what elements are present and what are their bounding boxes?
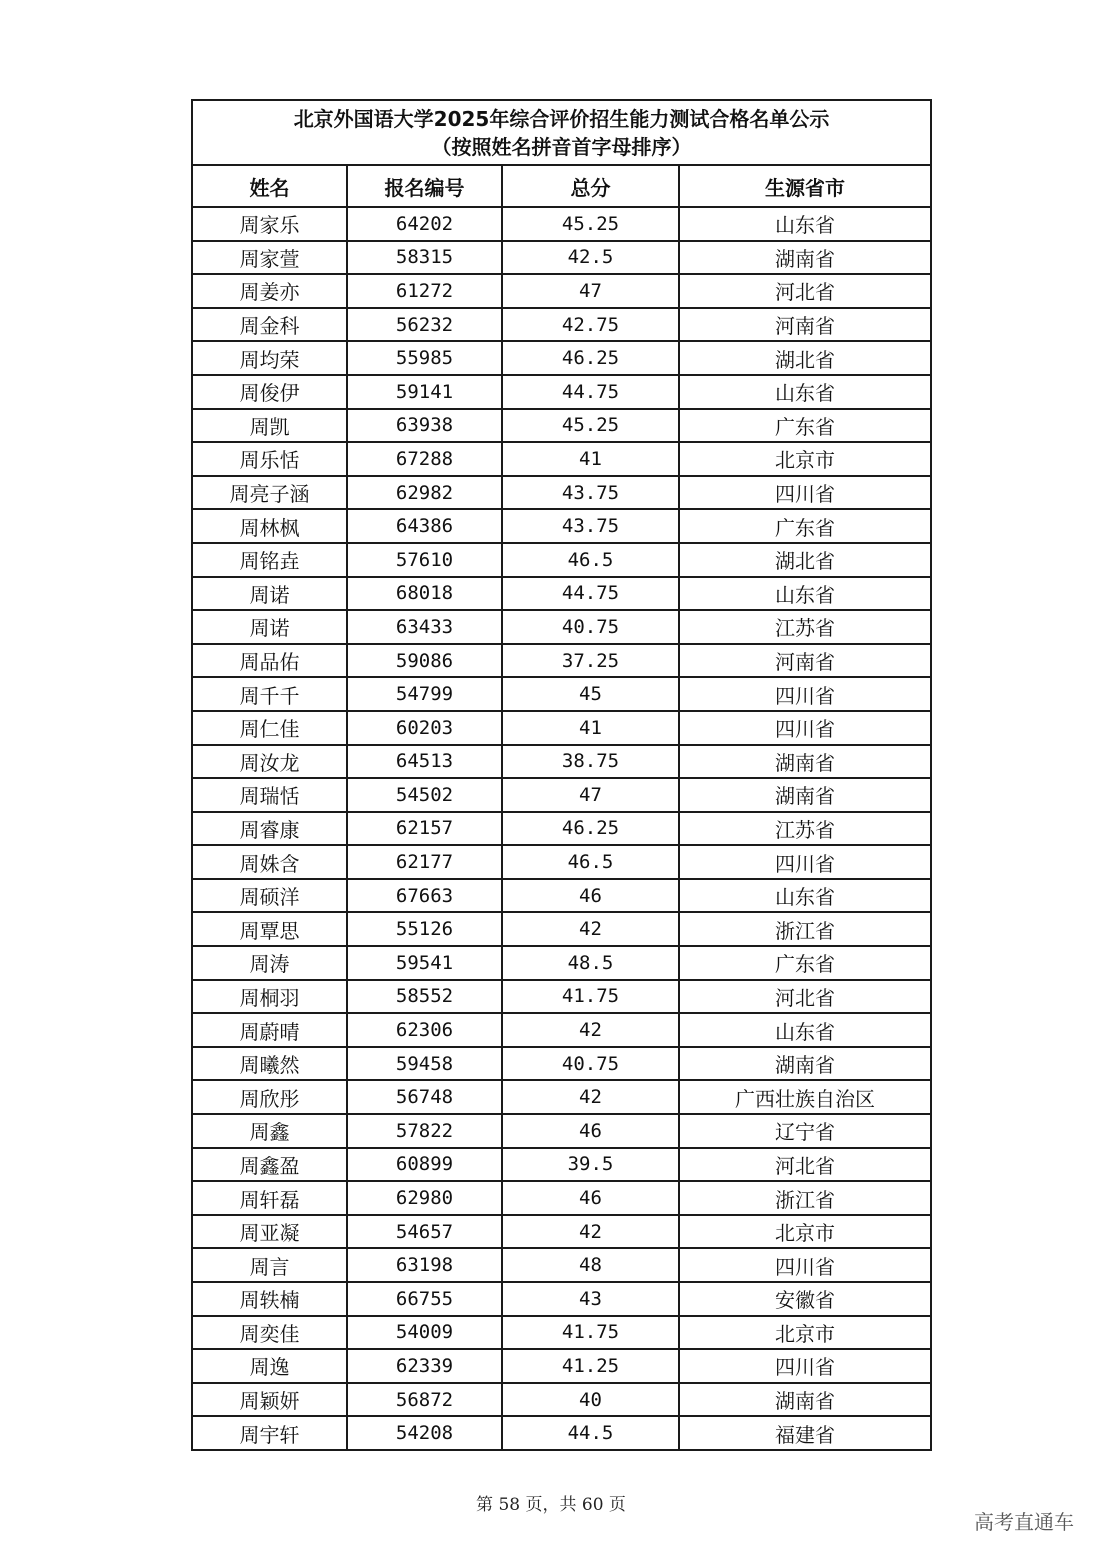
- cell-total-score: 40.75: [502, 610, 679, 644]
- cell-province: 湖南省: [679, 1047, 931, 1081]
- cell-registration-number: 68018: [347, 577, 502, 611]
- table-row: [192, 778, 931, 812]
- cell-total-score: 41: [502, 442, 679, 476]
- table-row: [192, 1047, 931, 1081]
- cell-name: 周曦然: [192, 1047, 347, 1081]
- cell-registration-number: 54208: [347, 1416, 502, 1450]
- cell-province: 河南省: [679, 644, 931, 678]
- cell-province: 山东省: [679, 879, 931, 913]
- cell-total-score: 46.5: [502, 543, 679, 577]
- cell-registration-number: 54799: [347, 677, 502, 711]
- cell-total-score: 42: [502, 1215, 679, 1249]
- table-row: [192, 745, 931, 779]
- table-row: [192, 1215, 931, 1249]
- cell-province: 四川省: [679, 711, 931, 745]
- cell-name: 周宇轩: [192, 1416, 347, 1450]
- cell-total-score: 48.5: [502, 946, 679, 980]
- cell-name: 周品佑: [192, 644, 347, 678]
- cell-registration-number: 54502: [347, 778, 502, 812]
- cell-total-score: 44.5: [502, 1416, 679, 1450]
- cell-registration-number: 59541: [347, 946, 502, 980]
- cell-registration-number: 64386: [347, 509, 502, 543]
- cell-total-score: 47: [502, 274, 679, 308]
- table-row: [192, 644, 931, 678]
- cell-province: 山东省: [679, 207, 931, 241]
- header-province: 生源省市: [679, 165, 931, 207]
- header-row: [192, 165, 931, 207]
- table-row: [192, 1181, 931, 1215]
- table-row: [192, 375, 931, 409]
- cell-total-score: 40.75: [502, 1047, 679, 1081]
- cell-name: 周凯: [192, 409, 347, 443]
- cell-name: 周均荣: [192, 341, 347, 375]
- cell-province: 湖北省: [679, 543, 931, 577]
- table-row: [192, 341, 931, 375]
- cell-name: 周家乐: [192, 207, 347, 241]
- cell-total-score: 45: [502, 677, 679, 711]
- cell-total-score: 42.5: [502, 241, 679, 275]
- cell-registration-number: 59458: [347, 1047, 502, 1081]
- title-line-1: 北京外国语大学2025年综合评价招生能力测试合格名单公示: [293, 106, 830, 131]
- cell-registration-number: 55985: [347, 341, 502, 375]
- cell-province: 四川省: [679, 476, 931, 510]
- cell-total-score: 48: [502, 1248, 679, 1282]
- cell-name: 周千千: [192, 677, 347, 711]
- cell-province: 山东省: [679, 577, 931, 611]
- cell-province: 湖南省: [679, 1383, 931, 1417]
- cell-total-score: 41.25: [502, 1349, 679, 1383]
- table-row: [192, 543, 931, 577]
- admission-list-sheet: [191, 99, 930, 1451]
- table-row: [192, 1080, 931, 1114]
- cell-registration-number: 63938: [347, 409, 502, 443]
- cell-total-score: 37.25: [502, 644, 679, 678]
- cell-name: 周桐羽: [192, 980, 347, 1014]
- cell-registration-number: 56232: [347, 308, 502, 342]
- cell-name: 周蔚晴: [192, 1013, 347, 1047]
- cell-province: 广东省: [679, 946, 931, 980]
- cell-province: 四川省: [679, 677, 931, 711]
- table-row: [192, 577, 931, 611]
- cell-province: 山东省: [679, 375, 931, 409]
- cell-province: 北京市: [679, 1316, 931, 1350]
- table-row: [192, 1349, 931, 1383]
- admission-list-table: [191, 99, 932, 1451]
- table-row: [192, 946, 931, 980]
- table-row: [192, 1383, 931, 1417]
- cell-total-score: 41.75: [502, 1316, 679, 1350]
- cell-total-score: 45.25: [502, 207, 679, 241]
- cell-province: 河北省: [679, 1148, 931, 1182]
- cell-province: 河南省: [679, 308, 931, 342]
- cell-province: 广东省: [679, 409, 931, 443]
- cell-name: 周亮子涵: [192, 476, 347, 510]
- cell-province: 山东省: [679, 1013, 931, 1047]
- cell-name: 周仁佳: [192, 711, 347, 745]
- table-row: [192, 308, 931, 342]
- cell-registration-number: 59086: [347, 644, 502, 678]
- cell-total-score: 39.5: [502, 1148, 679, 1182]
- watermark-text: 高考直通车: [974, 1510, 1074, 1534]
- title-row: [192, 100, 931, 165]
- table-row: [192, 1416, 931, 1450]
- table-row: [192, 610, 931, 644]
- table-row: [192, 1013, 931, 1047]
- cell-name: 周家萱: [192, 241, 347, 275]
- cell-total-score: 46: [502, 1181, 679, 1215]
- cell-name: 周鑫盈: [192, 1148, 347, 1182]
- cell-total-score: 46.25: [502, 812, 679, 846]
- cell-province: 广西壮族自治区: [679, 1080, 931, 1114]
- table-row: [192, 274, 931, 308]
- cell-registration-number: 54009: [347, 1316, 502, 1350]
- cell-registration-number: 58552: [347, 980, 502, 1014]
- table-row: [192, 207, 931, 241]
- header-total-score: 总分: [502, 165, 679, 207]
- cell-registration-number: 62980: [347, 1181, 502, 1215]
- table-row: [192, 1282, 931, 1316]
- table-row: [192, 812, 931, 846]
- cell-total-score: 42: [502, 912, 679, 946]
- cell-province: 四川省: [679, 845, 931, 879]
- cell-registration-number: 64513: [347, 745, 502, 779]
- cell-province: 浙江省: [679, 912, 931, 946]
- cell-registration-number: 59141: [347, 375, 502, 409]
- cell-name: 周硕洋: [192, 879, 347, 913]
- cell-name: 周诺: [192, 577, 347, 611]
- cell-name: 周覃思: [192, 912, 347, 946]
- cell-name: 周鑫: [192, 1114, 347, 1148]
- cell-total-score: 41.75: [502, 980, 679, 1014]
- cell-name: 周颖妍: [192, 1383, 347, 1417]
- table-row: [192, 1248, 931, 1282]
- cell-total-score: 45.25: [502, 409, 679, 443]
- cell-name: 周奕佳: [192, 1316, 347, 1350]
- cell-registration-number: 57822: [347, 1114, 502, 1148]
- cell-province: 福建省: [679, 1416, 931, 1450]
- cell-total-score: 43.75: [502, 476, 679, 510]
- cell-name: 周睿康: [192, 812, 347, 846]
- cell-name: 周轩磊: [192, 1181, 347, 1215]
- cell-province: 湖南省: [679, 241, 931, 275]
- cell-name: 周林枫: [192, 509, 347, 543]
- cell-registration-number: 63198: [347, 1248, 502, 1282]
- cell-registration-number: 62339: [347, 1349, 502, 1383]
- cell-registration-number: 66755: [347, 1282, 502, 1316]
- cell-registration-number: 67288: [347, 442, 502, 476]
- cell-province: 四川省: [679, 1349, 931, 1383]
- cell-total-score: 44.75: [502, 375, 679, 409]
- cell-registration-number: 63433: [347, 610, 502, 644]
- cell-total-score: 42: [502, 1013, 679, 1047]
- cell-province: 江苏省: [679, 610, 931, 644]
- cell-province: 河北省: [679, 274, 931, 308]
- cell-total-score: 46.5: [502, 845, 679, 879]
- table-row: [192, 677, 931, 711]
- table-row: [192, 845, 931, 879]
- table-row: [192, 879, 931, 913]
- cell-total-score: 44.75: [502, 577, 679, 611]
- cell-registration-number: 67663: [347, 879, 502, 913]
- cell-total-score: 46: [502, 879, 679, 913]
- cell-registration-number: 60899: [347, 1148, 502, 1182]
- cell-name: 周汝龙: [192, 745, 347, 779]
- cell-province: 湖南省: [679, 778, 931, 812]
- cell-province: 广东省: [679, 509, 931, 543]
- cell-total-score: 46: [502, 1114, 679, 1148]
- cell-name: 周涛: [192, 946, 347, 980]
- cell-registration-number: 60203: [347, 711, 502, 745]
- table-row: [192, 442, 931, 476]
- cell-name: 周瑞恬: [192, 778, 347, 812]
- cell-registration-number: 64202: [347, 207, 502, 241]
- cell-province: 北京市: [679, 442, 931, 476]
- cell-name: 周铭垚: [192, 543, 347, 577]
- table-row: [192, 711, 931, 745]
- cell-registration-number: 58315: [347, 241, 502, 275]
- table-row: [192, 409, 931, 443]
- table-row: [192, 1114, 931, 1148]
- table-row: [192, 1316, 931, 1350]
- cell-province: 辽宁省: [679, 1114, 931, 1148]
- cell-province: 湖北省: [679, 341, 931, 375]
- cell-province: 北京市: [679, 1215, 931, 1249]
- cell-name: 周欣彤: [192, 1080, 347, 1114]
- table-row: [192, 509, 931, 543]
- table-title: [192, 100, 931, 165]
- page-footer: 第 58 页，共 60 页: [476, 1495, 626, 1515]
- cell-province: 浙江省: [679, 1181, 931, 1215]
- cell-total-score: 42: [502, 1080, 679, 1114]
- cell-registration-number: 54657: [347, 1215, 502, 1249]
- cell-name: 周诺: [192, 610, 347, 644]
- cell-name: 周姜亦: [192, 274, 347, 308]
- table-row: [192, 241, 931, 275]
- cell-total-score: 43: [502, 1282, 679, 1316]
- cell-name: 周逸: [192, 1349, 347, 1383]
- table-row: [192, 912, 931, 946]
- table-row: [192, 1148, 931, 1182]
- cell-registration-number: 62177: [347, 845, 502, 879]
- cell-name: 周姝含: [192, 845, 347, 879]
- cell-total-score: 43.75: [502, 509, 679, 543]
- cell-registration-number: 62306: [347, 1013, 502, 1047]
- cell-total-score: 41: [502, 711, 679, 745]
- table-row: [192, 476, 931, 510]
- cell-name: 周金科: [192, 308, 347, 342]
- cell-name: 周亚凝: [192, 1215, 347, 1249]
- cell-registration-number: 61272: [347, 274, 502, 308]
- cell-name: 周言: [192, 1248, 347, 1282]
- cell-name: 周俊伊: [192, 375, 347, 409]
- title-line-2: （按照姓名拼音首字母排序）: [431, 134, 692, 159]
- cell-total-score: 40: [502, 1383, 679, 1417]
- cell-total-score: 47: [502, 778, 679, 812]
- cell-name: 周轶楠: [192, 1282, 347, 1316]
- cell-province: 四川省: [679, 1248, 931, 1282]
- cell-province: 湖南省: [679, 745, 931, 779]
- header-name: 姓名: [192, 165, 347, 207]
- cell-registration-number: 56872: [347, 1383, 502, 1417]
- cell-registration-number: 56748: [347, 1080, 502, 1114]
- cell-name: 周乐恬: [192, 442, 347, 476]
- cell-registration-number: 55126: [347, 912, 502, 946]
- cell-total-score: 42.75: [502, 308, 679, 342]
- cell-registration-number: 62982: [347, 476, 502, 510]
- cell-total-score: 38.75: [502, 745, 679, 779]
- cell-total-score: 46.25: [502, 341, 679, 375]
- table-body: [192, 207, 931, 1450]
- table-row: [192, 980, 931, 1014]
- header-registration-number: 报名编号: [347, 165, 502, 207]
- cell-province: 河北省: [679, 980, 931, 1014]
- cell-province: 安徽省: [679, 1282, 931, 1316]
- cell-registration-number: 57610: [347, 543, 502, 577]
- cell-registration-number: 62157: [347, 812, 502, 846]
- cell-province: 江苏省: [679, 812, 931, 846]
